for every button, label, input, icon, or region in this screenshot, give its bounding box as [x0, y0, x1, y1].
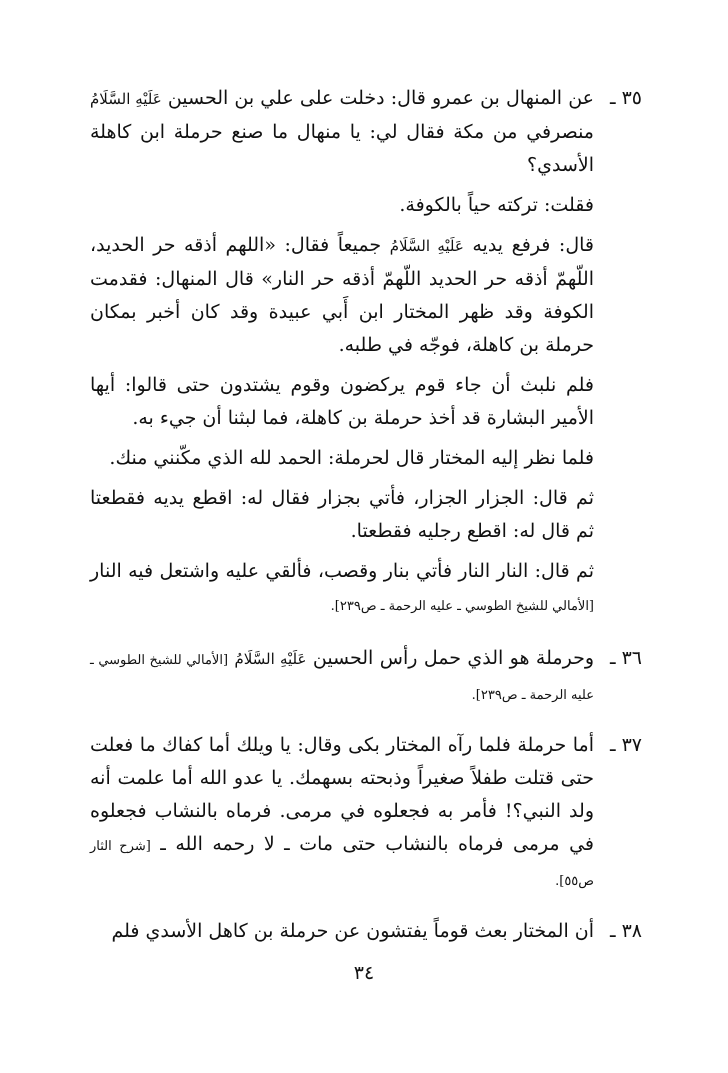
- paragraph: [90, 555, 594, 623]
- entry-37: [90, 729, 642, 905]
- entry-38: [90, 915, 642, 955]
- paragraph-text: وحرملة هو الذي حمل رأس الحسين: [306, 647, 594, 669]
- paragraph: [90, 189, 594, 222]
- paragraph-text: جميعاً فقال: «اللهم أذقه حر الحديد، اللّهمّ أذقه حر الحديد اللّهمّ أذقه حر النار» قال المنهال: فقدمت الكوفة وقد ظهر المختار ابن أَبي عبيدة وقد كان أخبر بمكان حرملة بن كاهلة، فوجّه في طلبه.: [90, 234, 594, 356]
- paragraph: [90, 482, 594, 548]
- honorific-glyph: عَلَيْهِ السَّلَامُ: [90, 90, 162, 108]
- paragraph-text: ثم قال: الجزار الجزار، فأتي بجزار فقال له: اقطع يديه فقطعتا ثم قال له: اقطع رجليه فقطعتا.: [90, 487, 594, 542]
- paragraph: [90, 642, 594, 712]
- entry-number: ٣٥ ـ: [609, 87, 642, 109]
- paragraph: [90, 229, 594, 362]
- entry-number: ٣٦ ـ: [609, 647, 642, 669]
- paragraph-text: منصرفي من مكة فقال لي: يا منهال ما صنع حرملة ابن كاهلة الأسدي؟: [90, 121, 594, 176]
- entry-number: ٣٨ ـ: [609, 920, 642, 942]
- paragraph: [90, 915, 594, 948]
- honorific-glyph: عَلَيْهِ السَّلَامُ: [389, 237, 464, 255]
- entry-35: [90, 82, 642, 630]
- paragraph-text: فلم نلبث أن جاء قوم يركضون وقوم يشتدون حتى قالوا: أيها الأمير البشارة قد أخذ حرملة بن كاهلة، فما لبثنا أن جيء به.: [90, 374, 594, 429]
- page-body: [90, 82, 642, 955]
- paragraph-text: أن المختار بعث قوماً يفتشون عن حرملة بن كاهل الأسدي فلم: [111, 920, 594, 942]
- paragraph: [90, 369, 594, 435]
- source-reference: [الأمالي للشيخ الطوسي ـ عليه الرحمة ـ ص٢٣٩].: [90, 653, 594, 703]
- entry-body: [90, 642, 594, 719]
- paragraph-text: عن المنهال بن عمرو قال: دخلت على علي بن الحسين: [161, 87, 595, 109]
- entry-body: [90, 82, 594, 630]
- entry-number: ٣٧ ـ: [609, 734, 642, 756]
- paragraph: [90, 442, 594, 475]
- page-number: ٣٤: [353, 962, 375, 984]
- entry-body: [90, 915, 594, 955]
- entry-body: [90, 729, 594, 905]
- entry-36: [90, 642, 642, 719]
- paragraph: [90, 729, 594, 898]
- paragraph-text: قال: فرفع يديه: [463, 234, 595, 256]
- paragraph-text: ثم قال: النار النار فأتي بنار وقصب، فألقي عليه واشتعل فيه النار: [90, 560, 594, 582]
- paragraph-text: أما حرملة فلما رآه المختار بكى وقال: يا ويلك أما كفاك ما فعلت حتى قتلت طفلاً صغيراً وذبحته بسهمك. يا عدو الله أما علمت أنه ولد النبي؟! فأمر به فجعلوه في مرمى. فرماه بالنشاب فجعلوه في مرمى فرماه بالنشاب حتى مات ـ لا رحمه الله ـ: [90, 734, 594, 855]
- source-reference: [شرح الثار ص٥٥].: [90, 839, 594, 889]
- paragraph-text: فلما نظر إليه المختار قال لحرملة: الحمد لله الذي مكّنني منك.: [109, 447, 594, 469]
- source-reference: [الأمالي للشيخ الطوسي ـ عليه الرحمة ـ ص٢٣٩].: [330, 599, 594, 614]
- paragraph: [90, 82, 594, 182]
- paragraph-text: فقلت: تركته حياً بالكوفة.: [399, 194, 594, 216]
- honorific-glyph: عَلَيْهِ السَّلَامُ: [234, 650, 307, 668]
